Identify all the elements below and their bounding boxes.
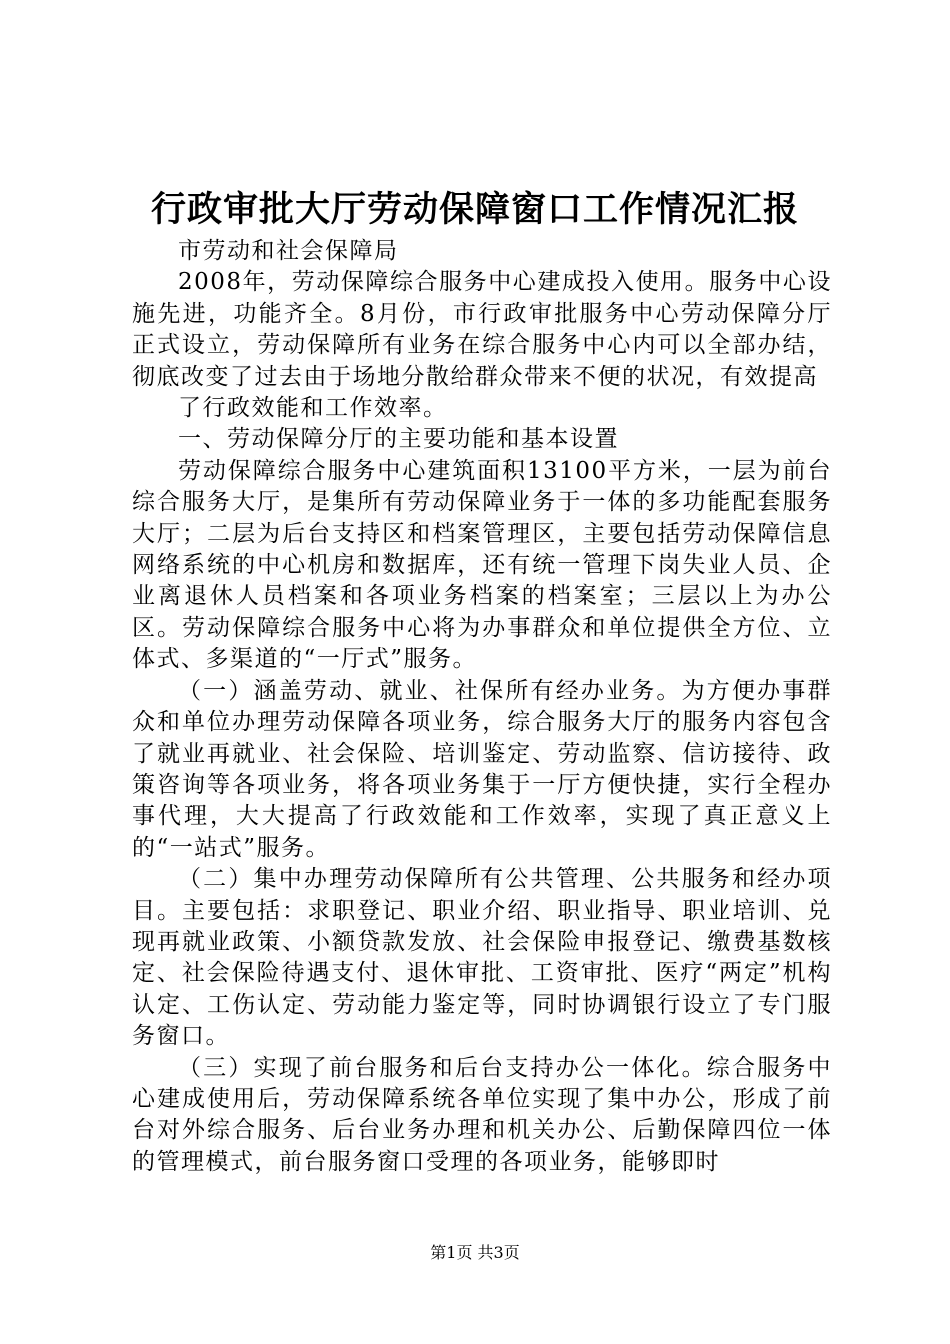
paragraph-item-2: （二）集中办理劳动保障所有公共管理、公共服务和经办项目。主要包括：求职登记、职业介绍、职业指导、职业培训、兑现再就业政策、小额贷款发放、社会保险申报登记、缴费基数核定、社会保险待遇支付、退休审批、工资审批、医疗“两定”机构认定、工伤认定、劳动能力鉴定等，同时协调银行设立了专门服务窗口。 bbox=[132, 866, 832, 1050]
section-heading-1: 一、劳动保障分厅的主要功能和基本设置 bbox=[178, 426, 619, 453]
paragraph-item-1: （一）涵盖劳动、就业、社保所有经办业务。为方便办事群众和单位办理劳动保障各项业务，综合服务大厅的服务内容包含了就业再就业、社会保险、培训鉴定、劳动监察、信访接待、政策咨询等各项业务，将各项业务集于一厅方便快捷，实行全程办事代理，大大提高了行政效能和工作效率，实现了真正意义上的“一站式”服务。 bbox=[132, 677, 832, 861]
page-footer: 第1页 共3页 bbox=[430, 1243, 520, 1262]
paragraph-intro-continued: 了行政效能和工作效率。 bbox=[178, 395, 448, 422]
author-line: 市劳动和社会保障局 bbox=[178, 238, 399, 264]
paragraph-item-3: （三）实现了前台服务和后台支持办公一体化。综合服务中心建成使用后，劳动保障系统各单位实现了集中办公，形成了前台对外综合服务、后台业务办理和机关办公、后勤保障四位一体的管理模式，前台服务窗口受理的各项业务，能够即时 bbox=[132, 1054, 832, 1175]
document-body bbox=[132, 236, 832, 1178]
paragraph-building: 劳动保障综合服务中心建筑面积13100平方米，一层为前台综合服务大厅，是集所有劳动保障业务于一体的多功能配套服务大厅；二层为后台支持区和档案管理区，主要包括劳动保障信息网络系统的中心机房和数据库，还有统一管理下岗失业人员、企业离退休人员档案和各项业务档案的档案室；三层以上为办公区。劳动保障综合服务中心将为办事群众和单位提供全方位、立体式、多渠道的“一厅式”服务。 bbox=[132, 457, 832, 673]
paragraph-intro: 2008年，劳动保障综合服务中心建成投入使用。服务中心设施先进，功能齐全。8月份，市行政审批服务中心劳动保障分厅正式设立，劳动保障所有业务在综合服务中心内可以全部办结，彻底改变了过去由于场地分散给群众带来不便的状况，有效提高 bbox=[132, 269, 832, 390]
document-title: 行政审批大厅劳动保障窗口工作情况汇报 bbox=[150, 189, 799, 230]
